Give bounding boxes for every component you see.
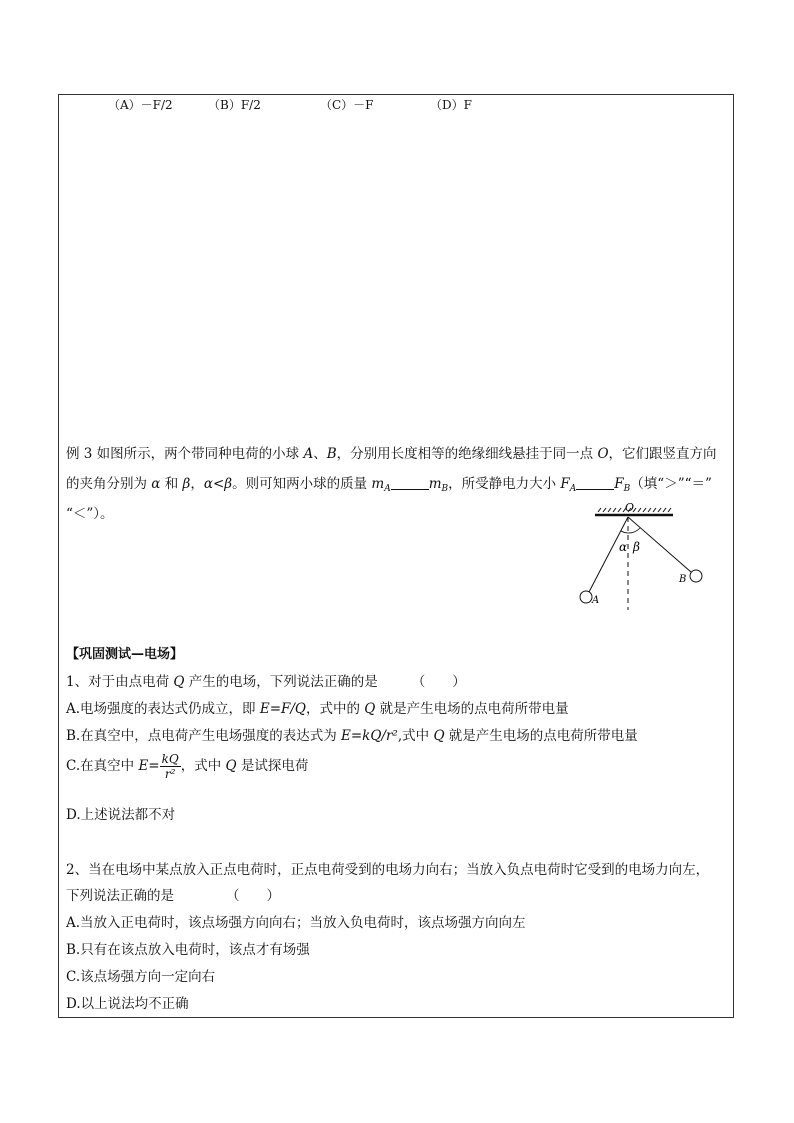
blank-force[interactable] [576, 477, 614, 490]
option-d: （D）F [430, 98, 472, 112]
q1-option-d: D.上述说法都不对 [66, 807, 176, 823]
q2-option-b: B.只有在该点放入电荷时，该点才有场强 [66, 942, 310, 958]
q2-option-d: D.以上说法均不正确 [66, 996, 189, 1012]
q1-option-a: A.电场强度的表达式仍成立，即 E=F/Q，式中的 Q 就是产生电场的点电荷所带电量 [66, 701, 569, 717]
label-b: B [679, 574, 687, 585]
label-a: A [592, 595, 600, 606]
label-o: O [625, 501, 635, 514]
option-c: （C）－F [320, 98, 374, 112]
q2-stem-line1: 2、当在电场中某点放入正点电荷时，正点电荷受到的电场力向右；当放入负点电荷时它受到的电场力向左， [66, 862, 710, 878]
q2-option-c: C.该点场强方向一定向右 [66, 969, 216, 985]
example3-line2: 的夹角分别为 α 和 β，α<β。则可知两小球的质量 $m_A$ $m_B$，所受静电力大小 $F_A$ $F_B$（填“＞”“＝” [66, 476, 712, 494]
example3-line1: 例 3 如图所示，两个带同种电荷的小球 A、B，分别用长度相等的绝缘细线悬挂于同一点 O，它们跟竖直方向 [66, 446, 717, 462]
label-alpha: α [619, 540, 628, 554]
q1-option-b: B.在真空中，点电荷产生电场强度的表达式为 E=kQ/r²,式中 Q 就是产生电场的点电荷所带电量 [66, 728, 638, 744]
q2-option-a: A.当放入正电荷时，该点场强方向向右；当放入负电荷时，该点场强方向向左 [66, 915, 526, 931]
option-a: （A）－F/2 [108, 98, 173, 112]
q2-stem-line2: 下列说法正确的是 （ ） [66, 888, 280, 904]
blank-mass[interactable] [391, 477, 429, 490]
q1-stem: 1、对于由点电荷 Q 产生的电场，下列说法正确的是 （ ） [66, 674, 466, 690]
option-b: （B）F/2 [208, 98, 261, 112]
label-beta: β [633, 540, 640, 554]
example3-line3: “＜”）。 [66, 506, 114, 522]
pendulum-figure [570, 500, 720, 615]
q1-option-c: C.在真空中 E= $\frac{kQ}{\text{r²}}$ ，式中 Q 是试探电荷 [66, 752, 309, 781]
fraction-kq-r2: $\frac{kQ}{\text{r²}}$ [161, 752, 179, 781]
section-title: 【巩固测试—电场】 [66, 647, 184, 662]
